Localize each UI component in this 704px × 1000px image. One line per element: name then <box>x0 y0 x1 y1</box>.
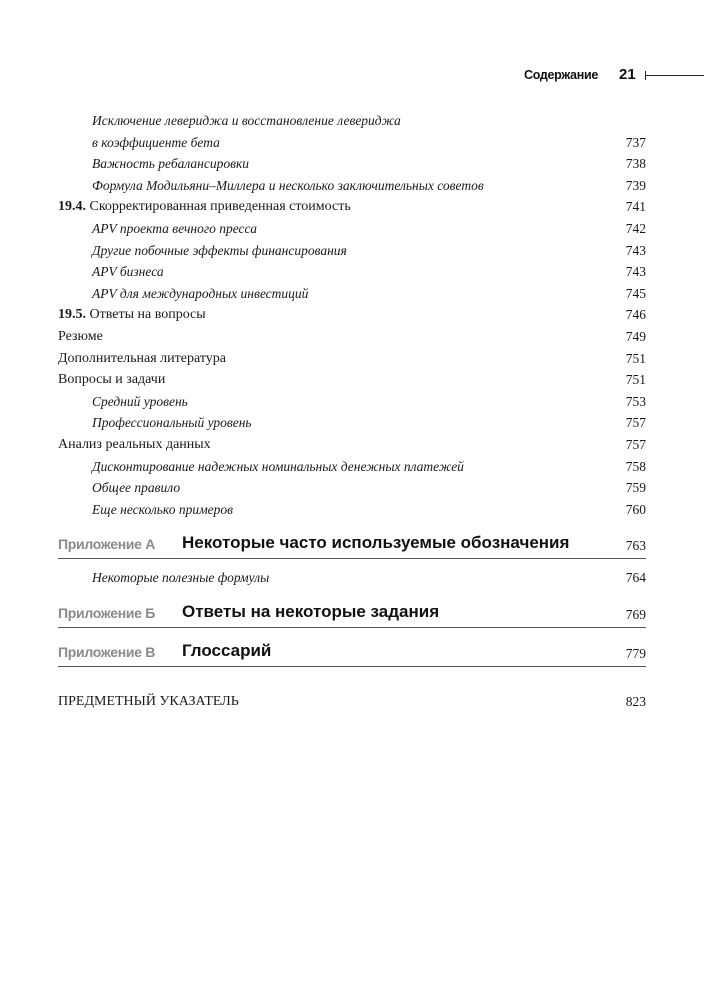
toc-entry-page: 751 <box>625 350 646 366</box>
appendix-c-title: Глоссарий <box>182 641 272 661</box>
toc-entry-page: 757 <box>625 436 646 452</box>
appendix-a-subentry <box>58 567 646 589</box>
toc-entry-label <box>58 156 249 171</box>
toc-entry-text: Общее правило <box>92 480 181 496</box>
toc-entry-page: 753 <box>625 393 646 409</box>
toc-entry-label <box>58 394 188 409</box>
toc-entry-label <box>58 264 164 279</box>
appendix-b-page: 769 <box>625 607 646 623</box>
toc-entry-page: 760 <box>625 501 646 517</box>
toc-subentry <box>58 110 646 132</box>
toc-entry-text: Средний уровень <box>92 393 188 409</box>
toc-entry-text: Анализ реальных данных <box>58 436 211 452</box>
toc-entry-label <box>58 243 347 258</box>
toc-entry-label <box>58 372 165 387</box>
toc-subentry <box>58 456 646 478</box>
toc-entry-label <box>58 113 401 128</box>
subject-index-entry <box>58 691 646 713</box>
toc-subentry <box>58 153 646 175</box>
toc-entry-label <box>58 329 103 344</box>
appendix-b-title: Ответы на некоторые задания <box>182 602 440 622</box>
toc-entry-page: 758 <box>625 458 646 474</box>
toc-entry-text: Исключение левериджа и восстановление левериджа <box>92 113 401 128</box>
toc-entry-label <box>58 437 211 452</box>
toc-entry-text: Дополнительная литература <box>58 350 226 366</box>
toc-entry-page: 742 <box>625 220 646 236</box>
toc-subentry <box>58 391 646 413</box>
toc-entry-text: Формула Модильяни–Миллера и несколько заключительных советов <box>92 177 484 193</box>
toc-entry-label <box>58 178 484 193</box>
appendix-a-entry <box>58 530 646 559</box>
toc-entry-page: 749 <box>625 328 646 344</box>
toc-subentry <box>58 412 646 434</box>
toc-entry-label <box>58 135 220 150</box>
subject-index-page: 823 <box>625 694 646 710</box>
toc-subentry <box>58 499 646 521</box>
toc-entry-text: Резюме <box>58 328 103 344</box>
toc-entry-page: 738 <box>625 156 646 172</box>
toc-entry-page: 743 <box>625 242 646 258</box>
appendix-b-prefix: Приложение Б <box>58 605 156 622</box>
toc-entry-page: 757 <box>625 415 646 431</box>
appendix-b-entry <box>58 599 646 628</box>
toc-entry-text: Профессиональный уровень <box>92 415 252 431</box>
toc-entry-text: в коэффициенте бета <box>92 134 220 150</box>
toc-entry-text: Еще несколько примеров <box>92 501 234 517</box>
toc-entry-label <box>58 307 206 322</box>
section-number: 19.4. <box>58 199 86 215</box>
toc-entry-page: 741 <box>625 199 646 215</box>
toc-entry <box>58 434 646 456</box>
appendix-c-entry <box>58 638 646 667</box>
appendix-c-prefix: Приложение В <box>58 644 156 661</box>
toc-entry-text: Важность ребалансировки <box>92 156 250 172</box>
toc-subentry <box>58 477 646 499</box>
appendix-a-title: Некоторые часто используемые обозначения <box>182 533 570 553</box>
toc-entry-label <box>58 286 308 301</box>
appendix-a-sub-label: Некоторые полезные формулы <box>92 570 270 586</box>
toc-subentry <box>58 175 646 197</box>
toc-entry-label <box>58 502 233 517</box>
toc-entry-label <box>58 415 252 430</box>
toc-subentry <box>58 218 646 240</box>
toc-entry-text: APV проекта вечного пресса <box>92 220 257 236</box>
toc-entry-text: APV бизнеса <box>92 264 164 280</box>
toc-entry-page: 746 <box>625 307 646 323</box>
toc-entry-text: Вопросы и задачи <box>58 372 166 388</box>
toc-entry-page: 739 <box>625 177 646 193</box>
toc-section-entry <box>58 196 646 218</box>
header-rule <box>645 75 704 76</box>
toc-entry-label <box>58 459 464 474</box>
toc-entry-text: Скорректированная приведенная стоимость <box>89 199 351 215</box>
appendix-c-page: 779 <box>625 646 646 662</box>
toc-entry <box>58 348 646 370</box>
toc-entry-page: 743 <box>625 264 646 280</box>
toc-subentry <box>58 132 646 154</box>
toc-entries <box>58 110 646 520</box>
toc-entry-page: 737 <box>625 134 646 150</box>
section-number: 19.5. <box>58 307 86 323</box>
table-of-contents <box>58 110 646 713</box>
appendix-a-page: 763 <box>625 538 646 554</box>
toc-section-entry <box>58 304 646 326</box>
toc-entry-text: Другие побочные эффекты финансирования <box>92 242 347 258</box>
subject-index-label: ПРЕДМЕТНЫЙ УКАЗАТЕЛЬ <box>58 694 239 710</box>
toc-entry-text: Ответы на вопросы <box>89 307 206 323</box>
toc-entry-page: 745 <box>625 285 646 301</box>
toc-entry-label <box>58 199 351 214</box>
appendix-a-prefix: Приложение А <box>58 536 156 553</box>
toc-subentry <box>58 283 646 305</box>
running-head-title: Содержание <box>523 68 598 82</box>
toc-entry-text: Дисконтирование надежных номинальных денежных платежей <box>92 458 464 474</box>
toc-subentry <box>58 240 646 262</box>
toc-entry <box>58 369 646 391</box>
toc-subentry <box>58 261 646 283</box>
toc-entry <box>58 326 646 348</box>
toc-entry-page: 759 <box>625 480 646 496</box>
toc-entry-label <box>58 480 180 495</box>
toc-entry-text: APV для международных инвестиций <box>92 285 309 301</box>
appendix-a-sub-page: 764 <box>625 570 646 586</box>
page-number: 21 <box>619 66 636 83</box>
running-head <box>0 66 704 86</box>
toc-entry-page: 751 <box>625 372 646 388</box>
toc-entry-label <box>58 221 257 236</box>
toc-entry-label <box>58 351 226 366</box>
